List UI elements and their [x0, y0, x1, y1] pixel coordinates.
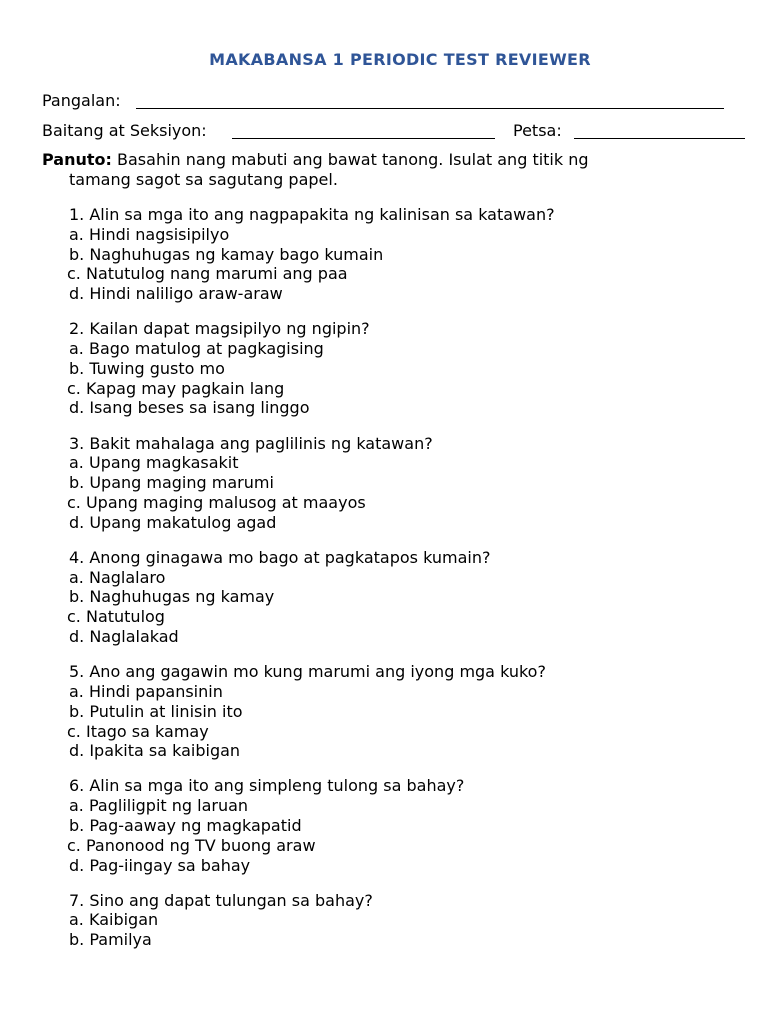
question-7	[0, 891, 555, 950]
answer-option: d. Ipakita sa kaibigan	[69, 741, 241, 761]
question-6	[0, 776, 555, 875]
date-blank[interactable]	[574, 138, 745, 139]
answer-option: c. Itago sa kamay	[67, 721, 209, 741]
answer-option: d. Pag-iingay sa bahay	[69, 855, 251, 875]
question-3	[0, 434, 555, 533]
name-label: Pangalan:	[42, 91, 121, 110]
instructions-label: Panuto:	[42, 150, 112, 169]
date-label: Petsa:	[513, 121, 562, 140]
question-list	[0, 205, 555, 965]
question-text: 5. Ano ang gagawin mo kung marumi ang iyong mga kuko?	[69, 662, 546, 682]
answer-option: a. Upang magkasakit	[69, 453, 239, 473]
answer-option: c. Natutulog nang marumi ang paa	[67, 264, 348, 284]
answer-option: d. Hindi naliligo araw-araw	[69, 284, 283, 304]
answer-option: b. Tuwing gusto mo	[69, 358, 225, 378]
instructions-line2: tamang sagot sa sagutang papel.	[69, 170, 338, 189]
answer-option: b. Pamilya	[69, 930, 152, 950]
instructions	[42, 150, 589, 190]
answer-option: a. Kaibigan	[69, 910, 159, 930]
question-text: 3. Bakit mahalaga ang paglilinis ng katawan?	[69, 433, 433, 453]
answer-option: d. Isang beses sa isang linggo	[69, 398, 310, 418]
grade-section-label: Baitang at Seksiyon:	[42, 121, 207, 140]
question-2	[0, 319, 555, 418]
answer-option: b. Naghuhugas ng kamay bago kumain	[69, 244, 384, 264]
question-text: 7. Sino ang dapat tulungan sa bahay?	[69, 890, 373, 910]
answer-option: c. Kapag may pagkain lang	[67, 378, 285, 398]
question-4	[0, 548, 555, 647]
question-text: 6. Alin sa mga ito ang simpleng tulong sa bahay?	[69, 776, 465, 796]
page-title: MAKABANSA 1 PERIODIC TEST REVIEWER	[209, 50, 591, 69]
answer-option: a. Hindi nagsisipilyo	[69, 224, 230, 244]
answer-option: c. Upang maging malusog at maayos	[67, 492, 366, 512]
answer-option: a. Bago matulog at pagkagising	[69, 339, 324, 359]
answer-option: a. Pagliligpit ng laruan	[69, 796, 249, 816]
question-text: 4. Anong ginagawa mo bago at pagkatapos kumain?	[69, 547, 491, 567]
question-text: 1. Alin sa mga ito ang nagpapakita ng kalinisan sa katawan?	[69, 205, 555, 224]
answer-option: a. Hindi papansinin	[69, 681, 223, 701]
answer-option: b. Pag-aaway ng magkapatid	[69, 816, 302, 835]
question-text: 2. Kailan dapat magsipilyo ng ngipin?	[69, 319, 370, 339]
answer-option: d. Upang makatulog agad	[69, 512, 277, 532]
question-5	[0, 662, 555, 761]
instructions-line1: Basahin nang mabuti ang bawat tanong. Isulat ang titik ng	[117, 150, 589, 169]
question-1	[0, 205, 555, 304]
answer-option: c. Panonood ng TV buong araw	[67, 835, 316, 855]
answer-option: b. Naghuhugas ng kamay	[69, 587, 275, 607]
answer-option: b. Putulin at linisin ito	[69, 701, 243, 721]
name-blank[interactable]	[136, 108, 724, 109]
grade-section-blank[interactable]	[232, 138, 495, 139]
answer-option: b. Upang maging marumi	[69, 473, 274, 493]
answer-option: d. Naglalakad	[69, 627, 179, 647]
answer-option: c. Natutulog	[67, 607, 165, 627]
answer-option: a. Naglalaro	[69, 567, 166, 587]
